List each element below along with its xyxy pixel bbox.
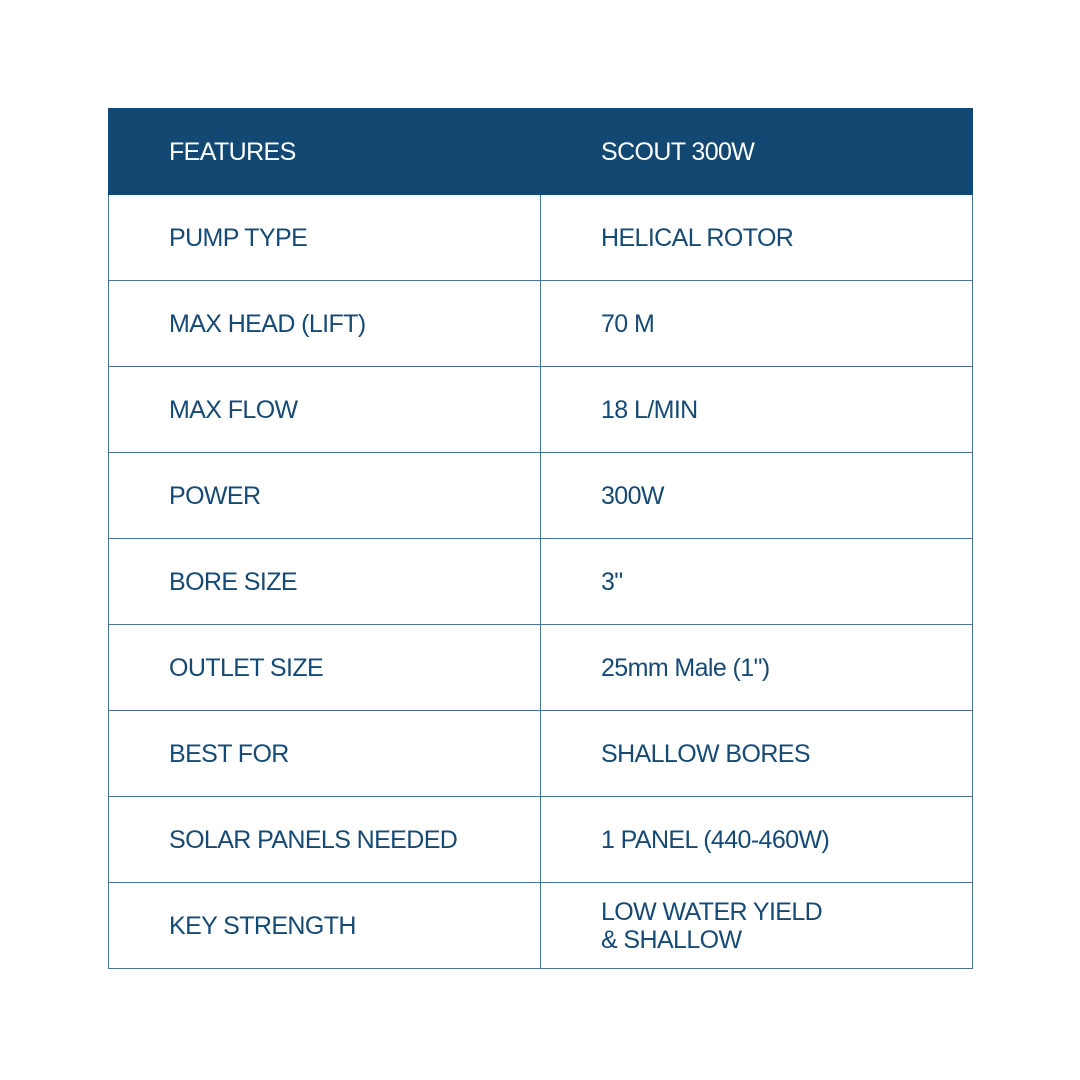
table-header-row — [109, 109, 973, 195]
feature-value: 1 PANEL (440-460W) — [541, 797, 973, 883]
feature-value: 25mm Male (1") — [541, 625, 973, 711]
table-row — [109, 195, 973, 281]
header-features: FEATURES — [109, 109, 541, 195]
table-row — [109, 625, 973, 711]
feature-name: MAX FLOW — [109, 367, 541, 453]
table-row — [109, 453, 973, 539]
value-line: LOW WATER YIELD — [601, 897, 823, 926]
feature-value: 3" — [541, 539, 973, 625]
feature-name: BORE SIZE — [109, 539, 541, 625]
feature-name: OUTLET SIZE — [109, 625, 541, 711]
feature-name: MAX HEAD (LIFT) — [109, 281, 541, 367]
feature-name: PUMP TYPE — [109, 195, 541, 281]
table-row — [109, 797, 973, 883]
feature-name: POWER — [109, 453, 541, 539]
feature-name: SOLAR PANELS NEEDED — [109, 797, 541, 883]
table-row — [109, 539, 973, 625]
table-row — [109, 711, 973, 797]
feature-value: 18 L/MIN — [541, 367, 973, 453]
table-row — [109, 883, 973, 969]
feature-name: KEY STRENGTH — [109, 883, 541, 969]
feature-value: 300W — [541, 453, 973, 539]
header-model: SCOUT 300W — [541, 109, 973, 195]
feature-name: BEST FOR — [109, 711, 541, 797]
value-line: & SHALLOW — [601, 925, 742, 954]
feature-value: 70 M — [541, 281, 973, 367]
table-row — [109, 367, 973, 453]
feature-value: HELICAL ROTOR — [541, 195, 973, 281]
table-row — [109, 281, 973, 367]
feature-value: SHALLOW BORES — [541, 711, 973, 797]
feature-value — [541, 883, 973, 969]
spec-comparison-table — [108, 108, 973, 969]
